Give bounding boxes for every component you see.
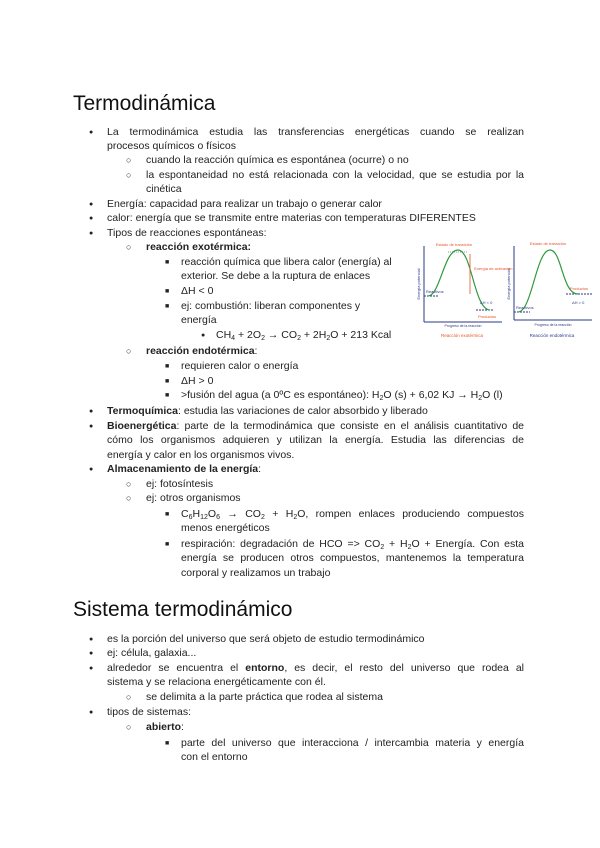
productos-label: Productos	[478, 314, 497, 319]
peak-label: Estado de transición	[435, 242, 473, 247]
termoquimica: Termoquímica: estudia las variaciones de calor absorbido y liberado	[107, 405, 428, 417]
sistema-def: es la porción del universo que será objeto de estudio termodinámico	[107, 633, 425, 645]
exo-ejemplo-cont: energía	[181, 314, 217, 326]
axis-label: Energía potencial	[506, 268, 511, 300]
glucosa-reaccion-cont: menos energéticos	[181, 522, 270, 534]
abierto-title: abierto:	[146, 721, 184, 733]
bullet-icon	[89, 125, 93, 140]
activation-label: Energía de activación	[474, 266, 513, 271]
tipos-reacciones: Tipos de reacciones espontáneas:	[107, 227, 267, 239]
endo-def: requieren calor o energía	[181, 360, 299, 372]
circle-bullet-icon	[126, 168, 131, 183]
square-bullet-icon	[165, 299, 169, 314]
ej-fotosintesis: ej: fotosíntesis	[146, 478, 214, 490]
entorno-2: sistema y se relaciona energéticamente con él.	[107, 676, 326, 688]
exo-def-1: reacción química que libera calor (energía) al	[181, 256, 392, 268]
sistema-ejemplos: ej: célula, galaxia...	[107, 647, 197, 659]
endo-delta-h: ΔH > 0	[181, 375, 214, 387]
bioenergetica-2: cómo los organismos adquieren y utilizan la energía. Estudia las diferencias de	[107, 434, 524, 446]
circle-bullet-icon	[126, 240, 131, 255]
exo-delta-h: ΔH < 0	[181, 285, 214, 297]
square-bullet-icon	[165, 284, 169, 299]
section-title-termodinamica: Termodinámica	[73, 92, 216, 115]
endothermic-energy-diagram	[508, 240, 598, 340]
endotermica-title: reacción endotérmica:	[146, 345, 258, 357]
bullet-icon	[89, 632, 93, 647]
bullet-icon	[89, 462, 93, 477]
delta-h-label: ΔH < 0	[480, 300, 493, 305]
def-energia: Energía: capacidad para realizar un trabajo o generar calor	[107, 198, 382, 210]
abierto-def-2: con el entorno	[181, 751, 248, 763]
intro-line-cont: procesos químicos o físicos	[107, 140, 236, 152]
entorno-delimita: se delimita a la parte práctica que rodea al sistema	[146, 691, 383, 703]
delta-h-label: ΔH > 0	[572, 300, 585, 305]
exo-ejemplo: ej: combustión: liberan componentes y	[181, 300, 361, 312]
bullet-icon	[89, 661, 93, 676]
circle-bullet-icon	[126, 491, 131, 506]
reactivos-label: Reactivos	[516, 305, 534, 310]
def-calor: calor: energía que se transmite entre materias con temperaturas DIFERENTES	[107, 212, 476, 224]
square-bullet-icon	[165, 507, 169, 522]
section-title-sistema: Sistema termodinámico	[73, 598, 293, 621]
exothermic-caption: Reacción exotérmica	[440, 333, 484, 338]
bullet-icon	[89, 211, 93, 226]
ej-otros-organismos: ej: otros organismos	[146, 492, 241, 504]
circle-bullet-icon	[126, 153, 131, 168]
square-bullet-icon	[165, 374, 169, 389]
axis-label: Energía potencial	[416, 268, 421, 300]
respiracion-3: corporal y realizamos un trabajo	[181, 567, 331, 579]
circle-bullet-icon	[126, 344, 131, 359]
bullet-icon	[89, 404, 93, 419]
exotermica-title: reacción exotérmica:	[146, 241, 252, 253]
respiracion-2: energía se producen otros compuestos, mantenemos la temperatura	[181, 552, 524, 564]
square-bullet-icon	[165, 255, 169, 270]
sub-item-velocidad-cont: cinética	[146, 183, 182, 195]
almacenamiento-title: Almacenamiento de la energía:	[107, 463, 262, 475]
bullet-icon	[89, 646, 93, 661]
circle-bullet-icon	[126, 720, 131, 735]
entorno-1: alrededor se encuentra el entorno, es decir, el resto del universo que rodea al	[107, 662, 524, 674]
square-bullet-icon	[165, 537, 169, 552]
endo-fusion: >fusión del agua (a 0ºC es espontáneo): $H_2O$ (s) + 6,02 KJ → $H_2O$ (l)	[181, 389, 503, 402]
exothermic-energy-diagram	[416, 240, 513, 340]
endothermic-caption: Reacción endotérmica	[529, 333, 575, 338]
x-axis-label: Progreso de la reacción	[534, 323, 572, 327]
square-bullet-icon	[165, 359, 169, 374]
circle-bullet-icon	[126, 477, 131, 492]
respiracion-1: respiración: degradación de HCO => $CO_2 + H_2O$ + Energía. Con esta	[181, 538, 524, 551]
bullet-icon	[89, 705, 93, 720]
sub-item-velocidad: la espontaneidad no está relacionada con la velocidad, que se estudia por la	[146, 169, 524, 181]
bullet-icon	[89, 226, 93, 241]
abierto-def-1: parte del universo que interacciona / intercambia materia y energía	[181, 737, 524, 749]
productos-label: Productos	[570, 286, 589, 291]
glucosa-reaccion: $C_6H_{12}O_6 \to CO_2 + H_2O$, rompen enlaces produciendo compuestos	[181, 508, 524, 521]
bioenergetica-3: energía y calor en los organismos vivos.	[107, 449, 295, 461]
bullet-icon	[201, 328, 205, 343]
bullet-icon	[89, 197, 93, 212]
tipos-sistemas: tipos de sistemas:	[107, 706, 192, 718]
bullet-icon	[89, 419, 93, 434]
square-bullet-icon	[165, 388, 169, 403]
reactivos-label: Reactivos	[426, 289, 444, 294]
x-axis-label: Progreso de la reacción	[444, 324, 482, 328]
bioenergetica-1: Bioenergética: parte de la termodinámica que consiste en el análisis cuantitativo de	[107, 420, 524, 432]
circle-bullet-icon	[126, 690, 131, 705]
intro-line: La termodinámica estudia las transferencias energéticas cuando se realizan	[107, 126, 524, 138]
peak-label: Estado de transición	[529, 241, 567, 246]
sub-item-espontanea: cuando la reacción química es espontánea (ocurre) o no	[146, 154, 409, 166]
combustion-equation: $CH_4 + 2O_2 \to CO_2 + 2H_2O + 213$ Kcal	[216, 329, 392, 342]
exo-def-2: exterior. Se debe a la ruptura de enlaces	[181, 270, 371, 282]
square-bullet-icon	[165, 736, 169, 751]
